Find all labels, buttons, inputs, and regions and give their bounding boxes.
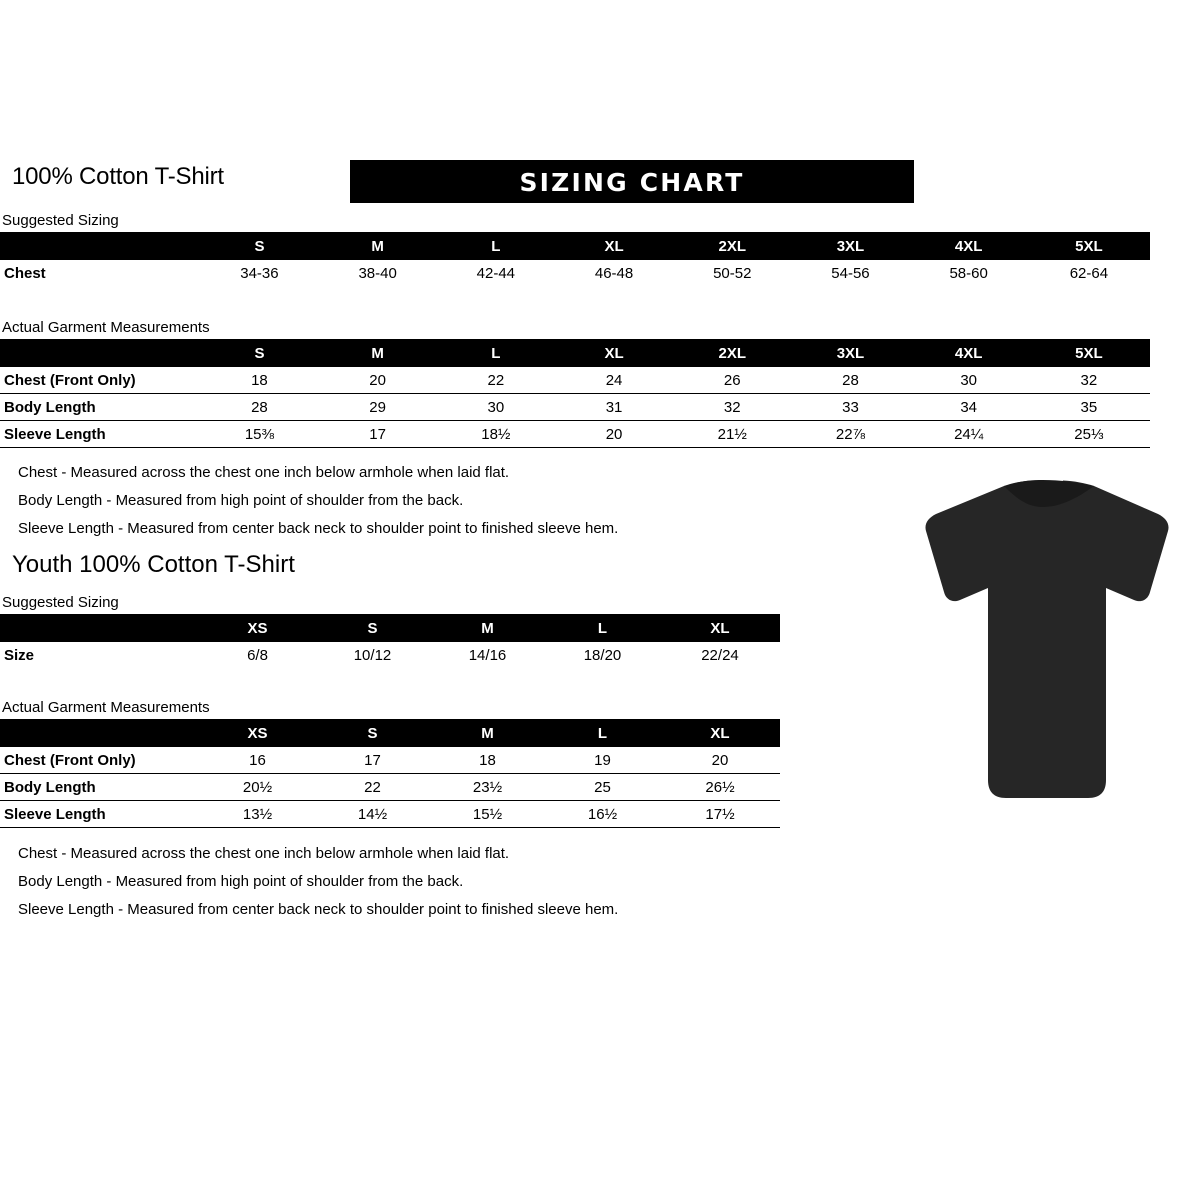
row-label-size: Size	[4, 646, 35, 664]
col-head-4xl: 4XL	[910, 339, 1028, 367]
cell-chestfront-m: 20	[319, 367, 437, 394]
table-row	[0, 421, 1150, 448]
youth-actual-measurements-table	[0, 719, 780, 828]
cell-bodylength-s: 28	[200, 394, 318, 421]
cell-size-xs: 6/8	[247, 646, 268, 664]
col-head-blank	[0, 339, 200, 367]
cell-bodylength-s: 22	[315, 774, 430, 801]
table-row	[0, 747, 780, 774]
cell-chestfront-xs: 16	[200, 747, 315, 774]
col-head-m: M	[430, 719, 545, 747]
cell-chestfront-2xl: 26	[673, 367, 791, 394]
cell-bodylength-xs: 20½	[200, 774, 315, 801]
cell-chest-3xl: 54-56	[831, 264, 870, 282]
adult-note-sleeve-length: Sleeve Length - Measured from center back neck to shoulder point to finished sleeve hem.	[18, 520, 619, 537]
cell-sleeve-m: 17	[319, 421, 437, 448]
cell-chestfront-s: 18	[200, 367, 318, 394]
row-label-chest-front-only: Chest (Front Only)	[0, 747, 200, 774]
row-label-chest-front-only: Chest (Front Only)	[0, 367, 200, 394]
row-label-chest: Chest	[4, 264, 46, 282]
table-header-row	[0, 719, 780, 747]
table-row	[0, 642, 780, 668]
cell-bodylength-l: 25	[545, 774, 660, 801]
cell-chest-s: 34-36	[240, 264, 279, 282]
cell-sleeve-m: 15½	[430, 801, 545, 828]
col-head-3xl: 3XL	[791, 339, 909, 367]
cell-bodylength-xl: 26½	[660, 774, 780, 801]
tshirt-illustration	[900, 480, 1185, 810]
col-head-xs: XS	[200, 719, 315, 747]
cell-chestfront-4xl: 30	[910, 367, 1028, 394]
cell-bodylength-2xl: 32	[673, 394, 791, 421]
cell-chestfront-l: 22	[437, 367, 555, 394]
cell-bodylength-4xl: 34	[910, 394, 1028, 421]
col-head-2xl: 2XL	[673, 232, 791, 260]
col-head-l: L	[545, 719, 660, 747]
cell-sleeve-4xl: 24¼	[910, 421, 1028, 448]
col-head-s: S	[315, 719, 430, 747]
col-head-l: L	[545, 614, 660, 642]
adult-suggested-sizing-table	[0, 232, 1150, 286]
col-head-5xl: 5XL	[1028, 232, 1150, 260]
cell-chest-xl: 46-48	[594, 264, 634, 282]
cell-bodylength-xl: 31	[555, 394, 673, 421]
col-head-l: L	[437, 339, 555, 367]
col-head-blank	[0, 614, 200, 642]
cell-sleeve-xl: 17½	[660, 801, 780, 828]
cell-bodylength-m: 23½	[430, 774, 545, 801]
sizing-chart-banner-label: SIZING CHART	[519, 168, 745, 197]
table-header-row	[0, 339, 1150, 367]
table-header-row	[0, 232, 1150, 260]
row-label-sleeve-length: Sleeve Length	[0, 421, 200, 448]
col-head-s: S	[315, 614, 430, 642]
cell-chest-5xl: 62-64	[1069, 264, 1109, 282]
adult-actual-measurements-label: Actual Garment Measurements	[2, 319, 210, 336]
row-label-body-length: Body Length	[0, 394, 200, 421]
col-head-l: L	[437, 232, 555, 260]
cell-chestfront-s: 17	[315, 747, 430, 774]
adult-suggested-sizing-label: Suggested Sizing	[2, 212, 119, 229]
youth-suggested-sizing-label: Suggested Sizing	[2, 594, 119, 611]
youth-section-title: Youth 100% Cotton T-Shirt	[12, 551, 295, 578]
cell-chestfront-3xl: 28	[791, 367, 909, 394]
table-row	[0, 367, 1150, 394]
youth-note-sleeve-length: Sleeve Length - Measured from center back neck to shoulder point to finished sleeve hem.	[18, 901, 619, 918]
col-head-m: M	[319, 339, 437, 367]
col-head-m: M	[319, 232, 437, 260]
cell-sleeve-s: 14½	[315, 801, 430, 828]
col-head-5xl: 5XL	[1028, 339, 1150, 367]
cell-chestfront-l: 19	[545, 747, 660, 774]
cell-bodylength-3xl: 33	[791, 394, 909, 421]
tshirt-icon	[900, 480, 1185, 810]
adult-title-row	[12, 163, 902, 199]
youth-note-chest: Chest - Measured across the chest one inch below armhole when laid flat.	[18, 845, 510, 862]
cell-sleeve-5xl: 25⅓	[1028, 421, 1150, 448]
cell-chestfront-xl: 20	[660, 747, 780, 774]
table-header-row	[0, 614, 780, 642]
adult-note-chest: Chest - Measured across the chest one inch below armhole when laid flat.	[18, 464, 510, 481]
cell-sleeve-s: 15⅜	[200, 421, 318, 448]
col-head-xl: XL	[555, 339, 673, 367]
cell-sleeve-xl: 20	[555, 421, 673, 448]
col-head-2xl: 2XL	[673, 339, 791, 367]
col-head-xl: XL	[555, 232, 673, 260]
cell-bodylength-l: 30	[437, 394, 555, 421]
table-row	[0, 260, 1150, 286]
sizing-chart-banner	[350, 160, 914, 203]
cell-size-s: 10/12	[353, 646, 392, 664]
cell-chestfront-5xl: 32	[1028, 367, 1150, 394]
adult-actual-measurements-table	[0, 339, 1150, 448]
adult-note-body-length: Body Length - Measured from high point of shoulder from the back.	[18, 492, 464, 509]
col-head-blank	[0, 232, 200, 260]
cell-bodylength-5xl: 35	[1028, 394, 1150, 421]
col-head-xl: XL	[660, 719, 780, 747]
adult-section-title: 100% Cotton T-Shirt	[12, 163, 224, 190]
table-row	[0, 774, 780, 801]
cell-chest-2xl: 50-52	[713, 264, 752, 282]
col-head-xs: XS	[200, 614, 315, 642]
col-head-s: S	[200, 232, 318, 260]
cell-sleeve-3xl: 22⅞	[791, 421, 909, 448]
youth-actual-measurements-label: Actual Garment Measurements	[2, 699, 210, 716]
col-head-3xl: 3XL	[791, 232, 909, 260]
cell-bodylength-m: 29	[319, 394, 437, 421]
cell-size-xl: 22/24	[701, 646, 739, 664]
row-label-body-length: Body Length	[0, 774, 200, 801]
cell-chestfront-m: 18	[430, 747, 545, 774]
cell-size-l: 18/20	[583, 646, 622, 664]
youth-suggested-sizing-table	[0, 614, 780, 668]
cell-sleeve-xs: 13½	[200, 801, 315, 828]
row-label-sleeve-length: Sleeve Length	[0, 801, 200, 828]
cell-size-m: 14/16	[468, 646, 507, 664]
cell-chest-m: 38-40	[358, 264, 397, 282]
col-head-blank	[0, 719, 200, 747]
cell-chest-4xl: 58-60	[949, 264, 988, 282]
table-row	[0, 801, 780, 828]
cell-sleeve-l: 18½	[437, 421, 555, 448]
col-head-m: M	[430, 614, 545, 642]
cell-chestfront-xl: 24	[555, 367, 673, 394]
cell-sleeve-l: 16½	[545, 801, 660, 828]
table-row	[0, 394, 1150, 421]
youth-note-body-length: Body Length - Measured from high point of shoulder from the back.	[18, 873, 464, 890]
col-head-4xl: 4XL	[910, 232, 1028, 260]
col-head-xl: XL	[660, 614, 780, 642]
cell-sleeve-2xl: 21½	[673, 421, 791, 448]
col-head-s: S	[200, 339, 318, 367]
cell-chest-l: 42-44	[476, 264, 516, 282]
